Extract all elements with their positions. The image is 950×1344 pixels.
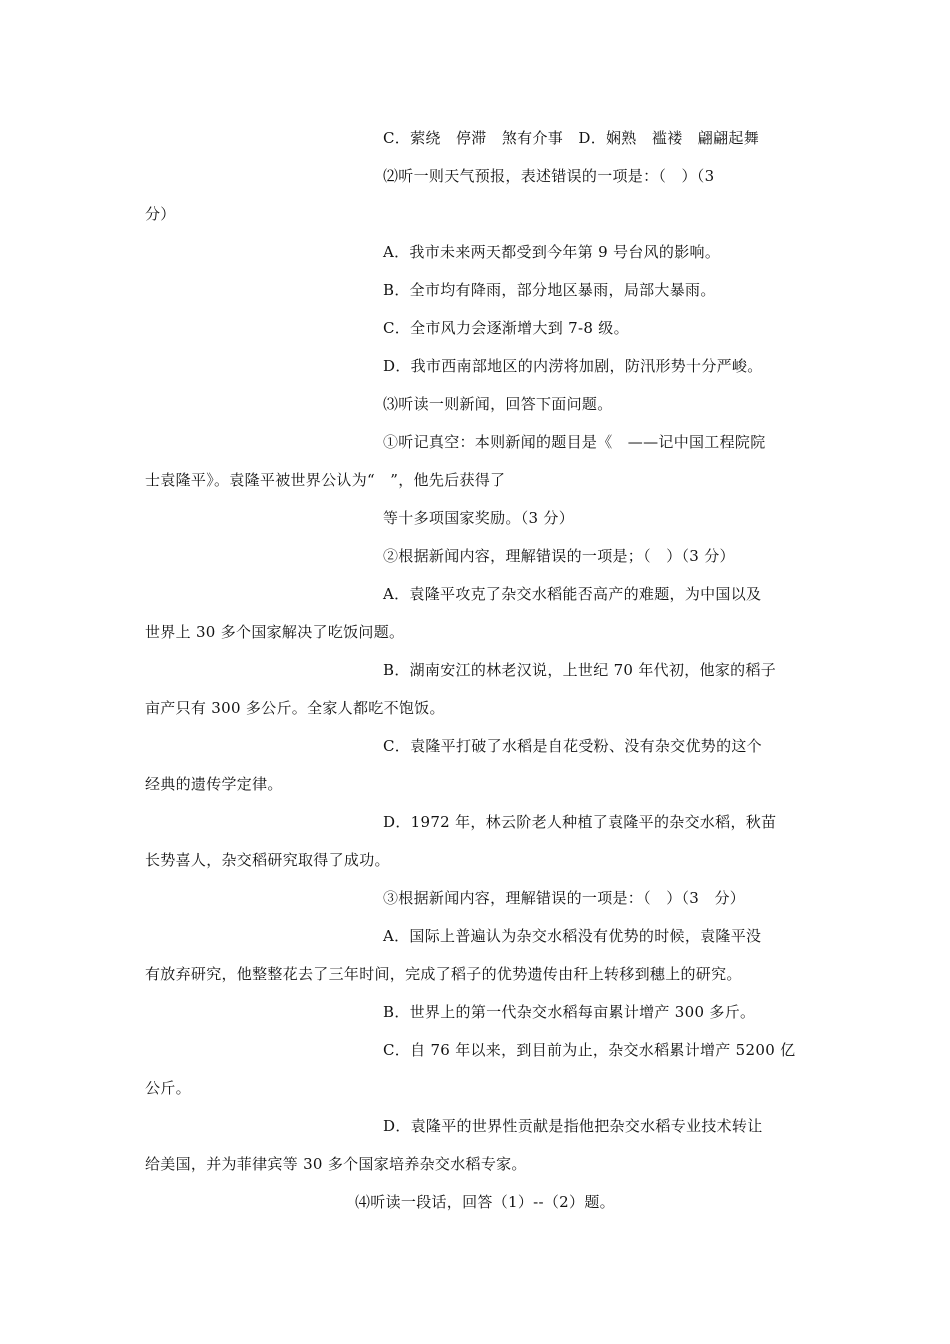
q3-part1-line2: 士袁隆平》。袁隆平被世界公认为“ ”，他先后获得了 [145, 471, 506, 489]
q3-part1-line1: ①听记真空：本则新闻的题目是《 ——记中国工程院院 [383, 433, 766, 451]
q3-part2-option-c-l2: 经典的遗传学定律。 [145, 775, 283, 793]
q3-part3-heading: ③根据新闻内容，理解错误的一项是：（ ）（3 分） [383, 889, 746, 907]
q3-part3-option-d-l2: 给美国，并为菲律宾等 30 多个国家培养杂交水稻专家。 [145, 1155, 527, 1173]
q2-option-a: A．我市未来两天都受到今年第 9 号台风的影响。 [383, 243, 721, 261]
question-2-score: 分） [145, 205, 176, 223]
q3-part2-option-a-l2: 世界上 30 多个国家解决了吃饭问题。 [145, 623, 405, 641]
q3-part2-option-d-l1: D．1972 年，林云阶老人种植了袁隆平的杂交水稻，秋苗 [383, 813, 777, 831]
question-2-line: ⑵听一则天气预报，表述错误的一项是：（ ）（3 [383, 167, 715, 185]
question-4-heading: ⑷听读一段话，回答（1）--（2）题。 [355, 1193, 615, 1211]
q2-option-b: B．全市均有降雨，部分地区暴雨，局部大暴雨。 [383, 281, 716, 299]
q3-part2-option-b-l1: B．湖南安江的林老汉说，上世纪 70 年代初，他家的稻子 [383, 661, 777, 679]
q3-part3-option-b: B．世界上的第一代杂交水稻每亩累计增产 300 多斤。 [383, 1003, 756, 1021]
q3-part2-option-b-l2: 亩产只有 300 多公斤。全家人都吃不饱饭。 [145, 699, 445, 717]
q2-option-c: C．全市风力会逐渐增大到 7-8 级。 [383, 319, 629, 337]
q3-part3-option-c-l1: C．自 76 年以来，到目前为止，杂交水稻累计增产 5200 亿 [383, 1041, 796, 1059]
q3-part1-line3: 等十多项国家奖励。（3 分） [383, 509, 575, 527]
q3-part3-option-d-l1: D．袁隆平的世界性贡献是指他把杂交水稻专业技术转让 [383, 1117, 763, 1135]
question-3-heading: ⑶听读一则新闻，回答下面问题。 [383, 395, 613, 413]
q3-part3-option-a-l2: 有放弃研究，他整整花去了三年时间，完成了稻子的优势遗传由秆上转移到穗上的研究。 [145, 965, 742, 983]
q3-part2-option-a-l1: A．袁隆平攻克了杂交水稻能否高产的难题，为中国以及 [383, 585, 762, 603]
q3-part3-option-a-l1: A．国际上普遍认为杂交水稻没有优势的时候，袁隆平没 [383, 927, 762, 945]
option-line-c-d: C．萦绕 停滞 煞有介事 D．娴熟 褴褛 翩翩起舞 [383, 129, 760, 147]
q3-part2-option-d-l2: 长势喜人，杂交稻研究取得了成功。 [145, 851, 390, 869]
q3-part2-heading: ②根据新闻内容，理解错误的一项是；（ ）（3 分） [383, 547, 735, 565]
q3-part2-option-c-l1: C．袁隆平打破了水稻是自花受粉、没有杂交优势的这个 [383, 737, 762, 755]
q2-option-d: D．我市西南部地区的内涝将加剧，防汛形势十分严峻。 [383, 357, 763, 375]
q3-part3-option-c-l2: 公斤。 [145, 1079, 191, 1097]
